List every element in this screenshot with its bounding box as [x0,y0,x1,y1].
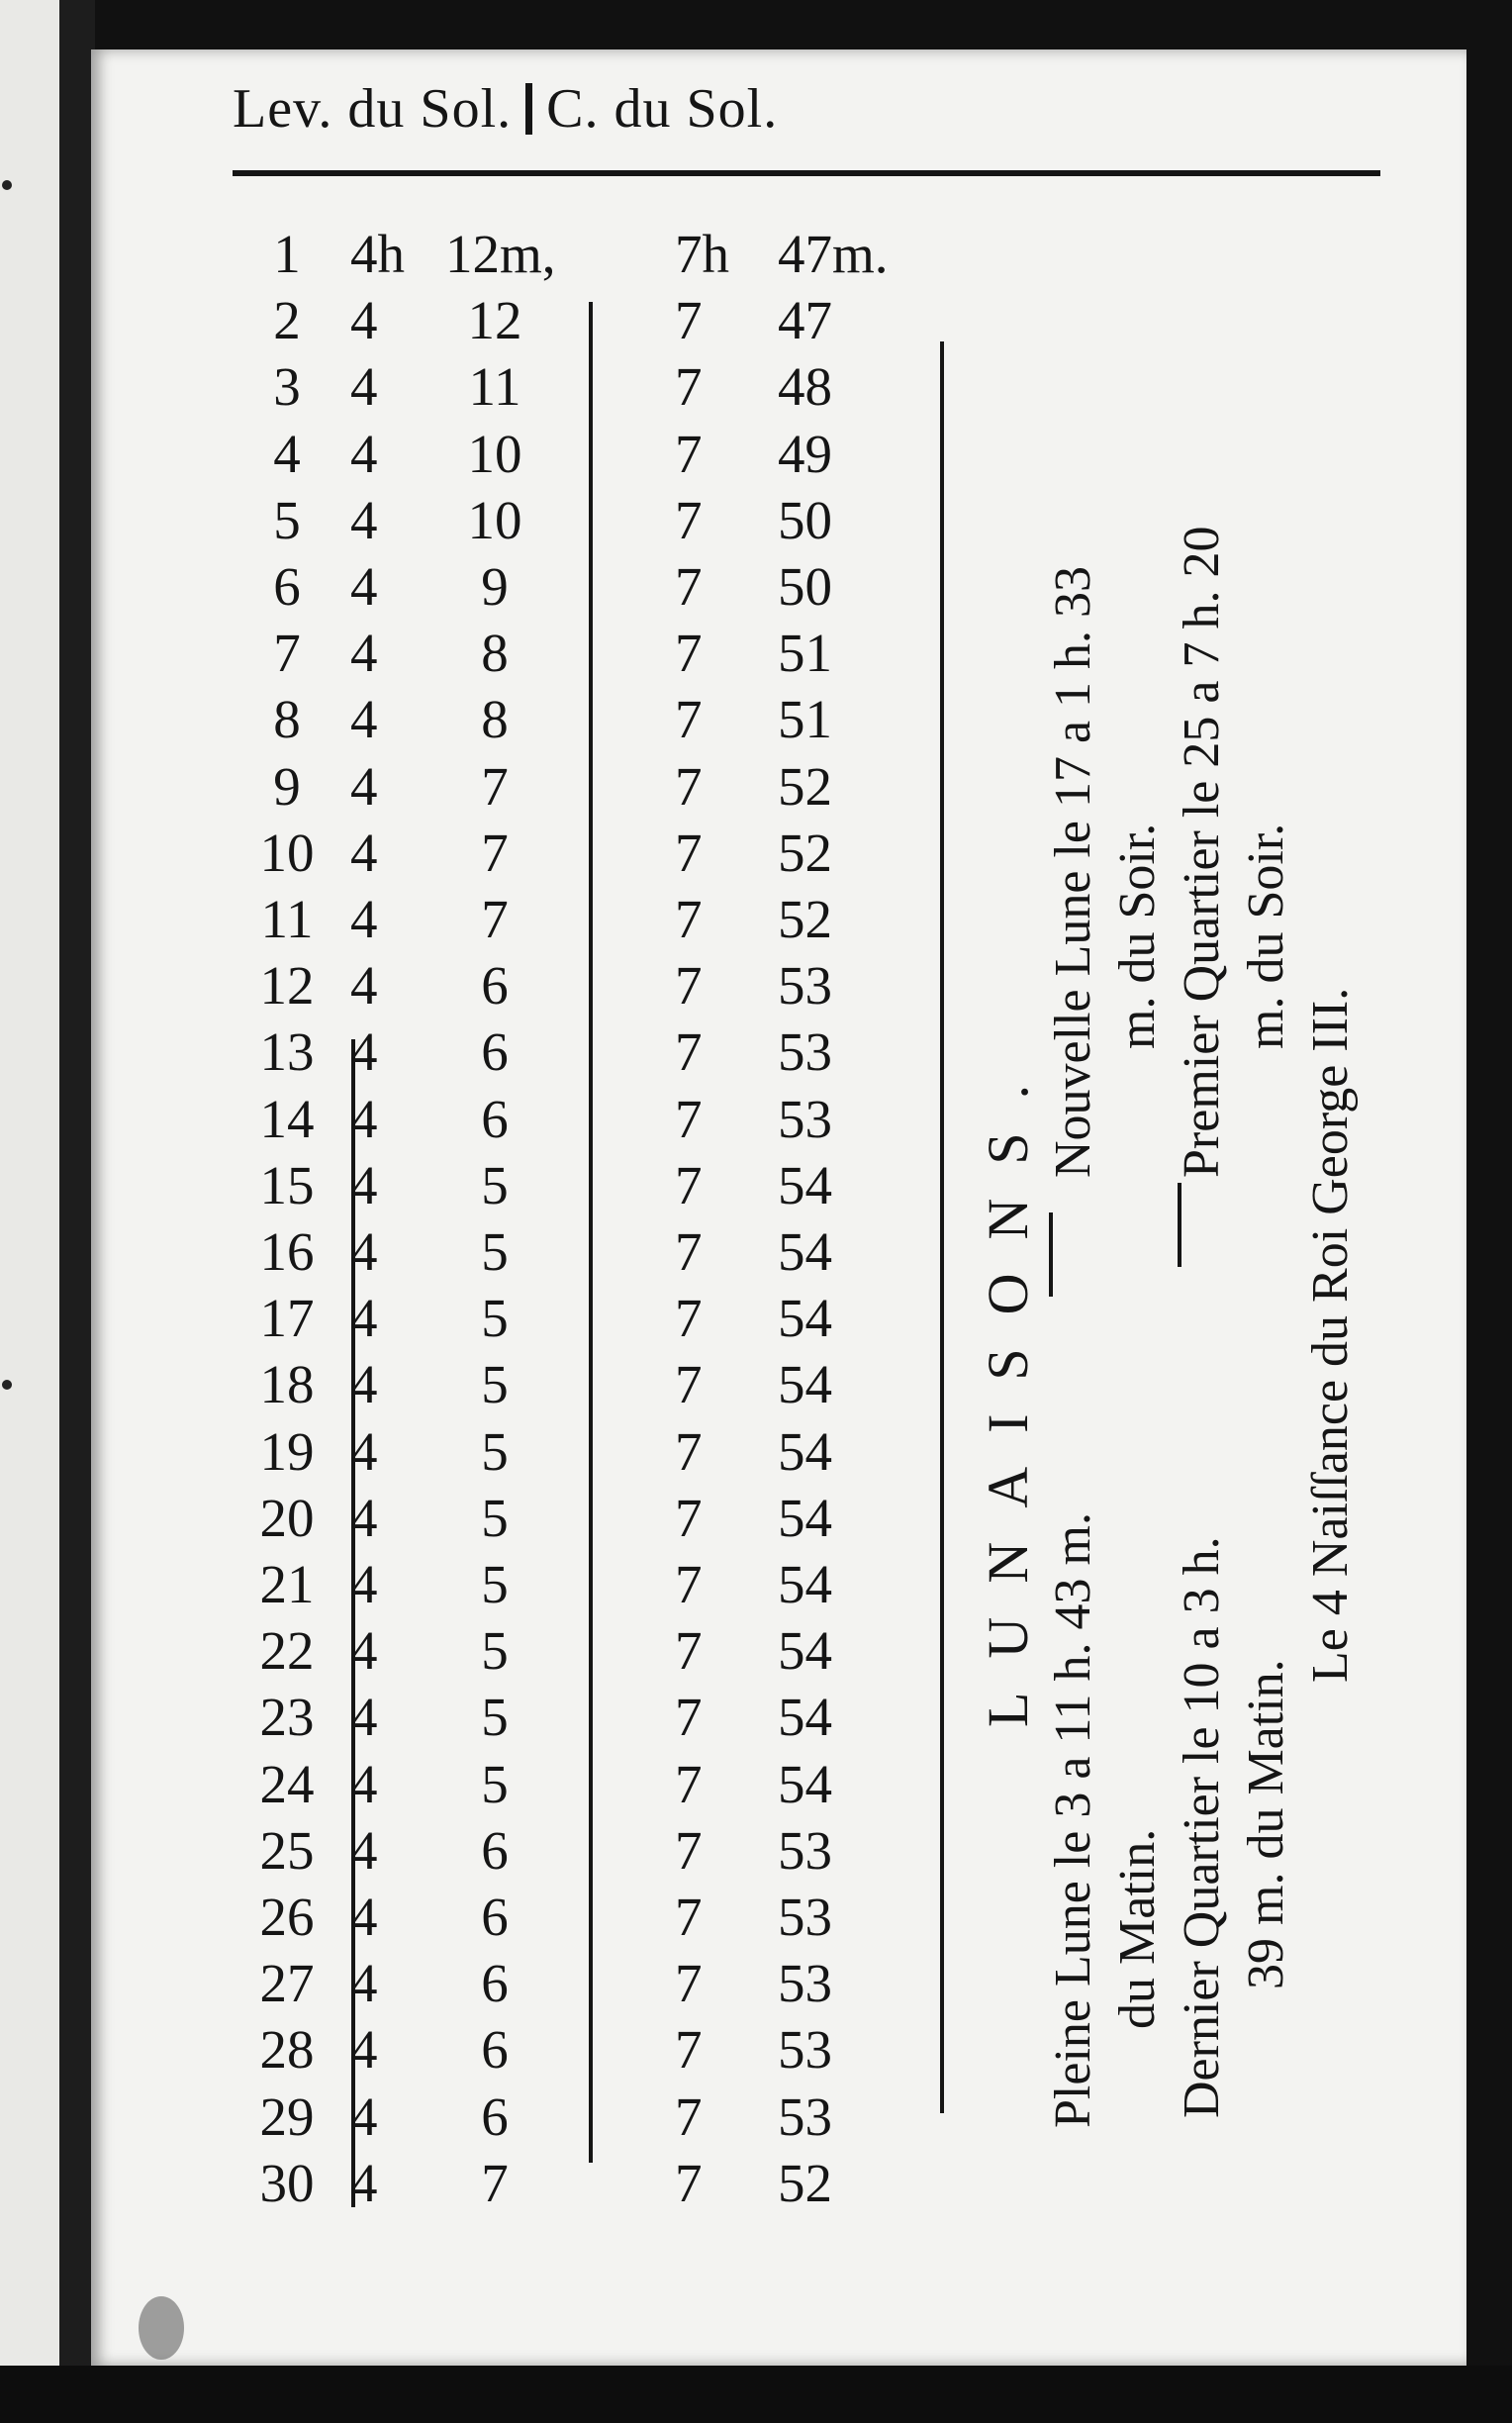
full-moon-line-1: Pleine Lune le 3 a 11 h. 43 m. [1045,1512,1101,2128]
sunrise-hour: 4 [350,423,378,484]
day-number: 14 [259,1088,315,1149]
day-number: 1 [273,224,301,284]
sunrise-minute: 11 [468,356,521,418]
sunrise-hour: 4 [350,556,378,617]
phase-separator-rule [1049,1212,1053,1297]
day-number: 30 [259,2152,315,2213]
sunset-minute: 54 [778,1487,832,1548]
sunrise-minute: 5 [481,1420,509,1482]
first-quarter-line-1: Premier Quartier le 25 a 7 h. 20 [1174,526,1230,1178]
day-number: 21 [259,1554,315,1614]
sunset-minute: 53 [778,955,832,1017]
day-number: 2 [273,290,301,351]
sunrise-minute: 6 [481,1021,509,1083]
sunset-minute: 53 [778,1088,832,1149]
sunrise-hour: 4 [350,1753,378,1814]
sunrise-hour: 4 [350,1420,378,1482]
page-stain [139,2296,184,2360]
table-row [247,2018,999,2084]
sunset-minute: 52 [778,822,832,883]
sunrise-hour: 4 [350,290,378,351]
sunset-minute: 54 [778,1753,832,1814]
day-number: 23 [259,1687,315,1748]
day-number: 9 [273,755,301,817]
table-row [247,822,999,887]
first-quarter-line-2: m. du Soir. [1238,823,1294,1049]
sunrise-hour: 4 [350,1021,378,1083]
sunrise-minute: 8 [481,689,509,750]
table-row [247,2085,999,2151]
table-row [247,555,999,621]
sunrise-minute: 12m, [445,224,556,284]
sunrise-minute: 5 [481,1354,509,1415]
sunrise-minute: 7 [481,2152,509,2213]
ink-speck [2,1380,12,1390]
sunset-hour: 7 [675,689,703,750]
sunrise-minute: 6 [481,955,509,1017]
sunset-hour: 7 [675,955,703,1017]
sunset-minute: 50 [778,556,832,617]
sunset-hour: 7 [675,1554,703,1614]
sunset-hour: 7 [675,1819,703,1881]
table-row [247,1420,999,1486]
sunset-hour: 7 [675,1620,703,1682]
new-moon-line-1: Nouvelle Lune le 17 a 1 h. 33 [1045,565,1101,1178]
sunset-hour: 7 [675,356,703,418]
sunset-hour: 7 [675,822,703,883]
table-row [247,1886,999,1951]
day-number: 22 [259,1620,315,1682]
sunset-hour: 7 [675,2085,703,2147]
sunset-minute: 49 [778,423,832,484]
sunrise-hour: 4 [350,356,378,418]
lunaisons-title: LUNAISONS. [976,1050,1040,1727]
sunset-hour: 7h [675,224,729,284]
birthday-note: Le 4 Naiſſance du Roi George III. [1302,987,1359,1683]
sunrise-minute: 6 [481,2019,509,2081]
sunrise-hour: 4 [350,1819,378,1881]
day-number: 12 [259,955,315,1017]
sunset-minute: 54 [778,1687,832,1748]
sunset-minute: 50 [778,489,832,550]
sunrise-minute: 5 [481,1554,509,1614]
sunset-minute: 47m. [778,224,889,284]
day-number: 26 [259,1887,315,1947]
sunset-hour: 7 [675,1687,703,1748]
table-row [247,423,999,488]
sunrise-hour: 4 [350,822,378,883]
sunset-minute: 51 [778,623,832,684]
sunset-minute: 53 [778,1887,832,1947]
sunset-hour: 7 [675,623,703,684]
table-row [247,1353,999,1418]
sunrise-heading: Lev. du Sol. [233,78,513,140]
table-row [247,622,999,687]
day-number: 16 [259,1221,315,1282]
sunrise-hour: 4 [350,955,378,1017]
last-quarter-line-1: Dernier Quartier le 10 a 3 h. [1174,1536,1230,2118]
table-row [247,1220,999,1286]
sunset-hour: 7 [675,1487,703,1548]
table-row [247,1553,999,1618]
day-number: 24 [259,1753,315,1814]
sunset-hour: 7 [675,1021,703,1083]
table-row [247,755,999,821]
table-row [247,1619,999,1685]
page-bottom-edge [0,2366,1512,2423]
table-row [247,1952,999,2017]
column-header [233,77,778,141]
sunset-heading: C. du Sol. [546,78,779,140]
sunset-minute: 54 [778,1354,832,1415]
day-number: 29 [259,2085,315,2147]
table-row [247,355,999,421]
day-number: 7 [273,623,301,684]
table-row [247,1154,999,1219]
table-row [247,688,999,753]
sunset-minute: 53 [778,1021,832,1083]
sunrise-hour: 4 [350,1154,378,1215]
sunset-hour: 7 [675,889,703,949]
sunrise-hour: 4 [350,1354,378,1415]
sunset-minute: 54 [778,1288,832,1349]
day-number: 11 [260,889,314,949]
sunset-hour: 7 [675,290,703,351]
sunrise-hour: 4h [350,224,405,284]
sunrise-hour: 4 [350,489,378,550]
sunrise-minute: 7 [481,755,509,817]
sunset-hour: 7 [675,489,703,550]
sunrise-minute: 8 [481,623,509,684]
sunrise-hour: 4 [350,689,378,750]
sunrise-minute: 5 [481,1154,509,1215]
sunset-minute: 53 [778,2019,832,2081]
sunrise-minute: 9 [481,556,509,617]
sunset-hour: 7 [675,1753,703,1814]
sunrise-minute: 5 [481,1753,509,1814]
sunset-hour: 7 [675,1953,703,2014]
sunset-minute: 53 [778,2085,832,2147]
sunrise-hour: 4 [350,2019,378,2081]
table-row [247,1020,999,1086]
day-number: 20 [259,1487,315,1548]
sunset-minute: 54 [778,1221,832,1282]
sunrise-minute: 7 [481,889,509,949]
sunset-minute: 51 [778,689,832,750]
table-row [247,1819,999,1885]
sunrise-hour: 4 [350,889,378,949]
table-row [247,1487,999,1552]
day-number: 28 [259,2019,315,2081]
sunset-minute: 52 [778,755,832,817]
sunrise-hour: 4 [350,755,378,817]
sunrise-hour: 4 [350,623,378,684]
sunrise-minute: 5 [481,1288,509,1349]
sunrise-minute: 6 [481,1953,509,2014]
sunset-hour: 7 [675,1887,703,1947]
sunset-hour: 7 [675,1288,703,1349]
day-number: 17 [259,1288,315,1349]
sunset-minute: 54 [778,1554,832,1614]
sunrise-hour: 4 [350,1620,378,1682]
sunset-hour: 7 [675,1354,703,1415]
sunrise-minute: 5 [481,1620,509,1682]
sunrise-minute: 6 [481,1819,509,1881]
sunset-hour: 7 [675,1154,703,1215]
sunrise-minute: 10 [467,489,522,550]
sunset-hour: 7 [675,755,703,817]
sunrise-hour: 4 [350,1221,378,1282]
table-row [247,1686,999,1751]
sunset-hour: 7 [675,1420,703,1482]
table-row [247,1287,999,1352]
day-number: 4 [273,423,301,484]
sunrise-minute: 6 [481,2085,509,2147]
header-rule [233,170,1380,176]
day-number: 3 [273,356,301,418]
day-number: 5 [273,489,301,550]
table-row [247,888,999,953]
sunrise-minute: 12 [467,290,522,351]
sunrise-hour: 4 [350,1887,378,1947]
sunset-minute: 54 [778,1420,832,1482]
sunrise-hour: 4 [350,1687,378,1748]
book-gutter [59,0,95,2423]
ink-speck [2,180,12,190]
sunset-hour: 7 [675,423,703,484]
sunrise-minute: 6 [481,1088,509,1149]
sunrise-hour: 4 [350,1554,378,1614]
sunrise-hour: 4 [350,1487,378,1548]
sunset-minute: 54 [778,1620,832,1682]
sunrise-minute: 6 [481,1887,509,1947]
phase-separator-rule [1178,1183,1181,1267]
sunset-minute: 54 [778,1154,832,1215]
table-row [247,954,999,1019]
sunset-minute: 53 [778,1819,832,1881]
sunset-hour: 7 [675,1221,703,1282]
sunrise-minute: 5 [481,1687,509,1748]
header-separator [525,83,532,135]
sunset-minute: 52 [778,889,832,949]
full-moon-line-2: du Matin. [1109,1828,1166,2029]
day-number: 10 [259,822,315,883]
table-row [247,489,999,554]
sunset-hour: 7 [675,1088,703,1149]
table-row [247,1088,999,1153]
sunset-minute: 48 [778,356,832,418]
table-row [247,289,999,354]
sunrise-hour: 4 [350,1288,378,1349]
day-number: 15 [259,1154,315,1215]
sunrise-hour: 4 [350,2152,378,2213]
day-number: 8 [273,689,301,750]
day-number: 27 [259,1953,315,2014]
day-number: 25 [259,1819,315,1881]
table-row [247,223,999,288]
day-number: 19 [259,1420,315,1482]
table-row [247,2152,999,2217]
sunset-minute: 47 [778,290,832,351]
sunset-hour: 7 [675,2152,703,2213]
table-row [247,1753,999,1818]
sunset-hour: 7 [675,556,703,617]
last-quarter-line-2: 39 m. du Matin. [1238,1659,1294,1989]
sunset-minute: 53 [778,1953,832,2014]
sunrise-minute: 10 [467,423,522,484]
sunset-minute: 52 [778,2152,832,2213]
day-number: 13 [259,1021,315,1083]
sunrise-minute: 7 [481,822,509,883]
sunrise-minute: 5 [481,1487,509,1548]
sunset-hour: 7 [675,2019,703,2081]
sunrise-hour: 4 [350,1953,378,2014]
day-number: 6 [273,556,301,617]
day-number: 18 [259,1354,315,1415]
sunrise-hour: 4 [350,1088,378,1149]
new-moon-line-2: m. du Soir. [1109,823,1166,1049]
sunrise-minute: 5 [481,1221,509,1282]
sunrise-hour: 4 [350,2085,378,2147]
